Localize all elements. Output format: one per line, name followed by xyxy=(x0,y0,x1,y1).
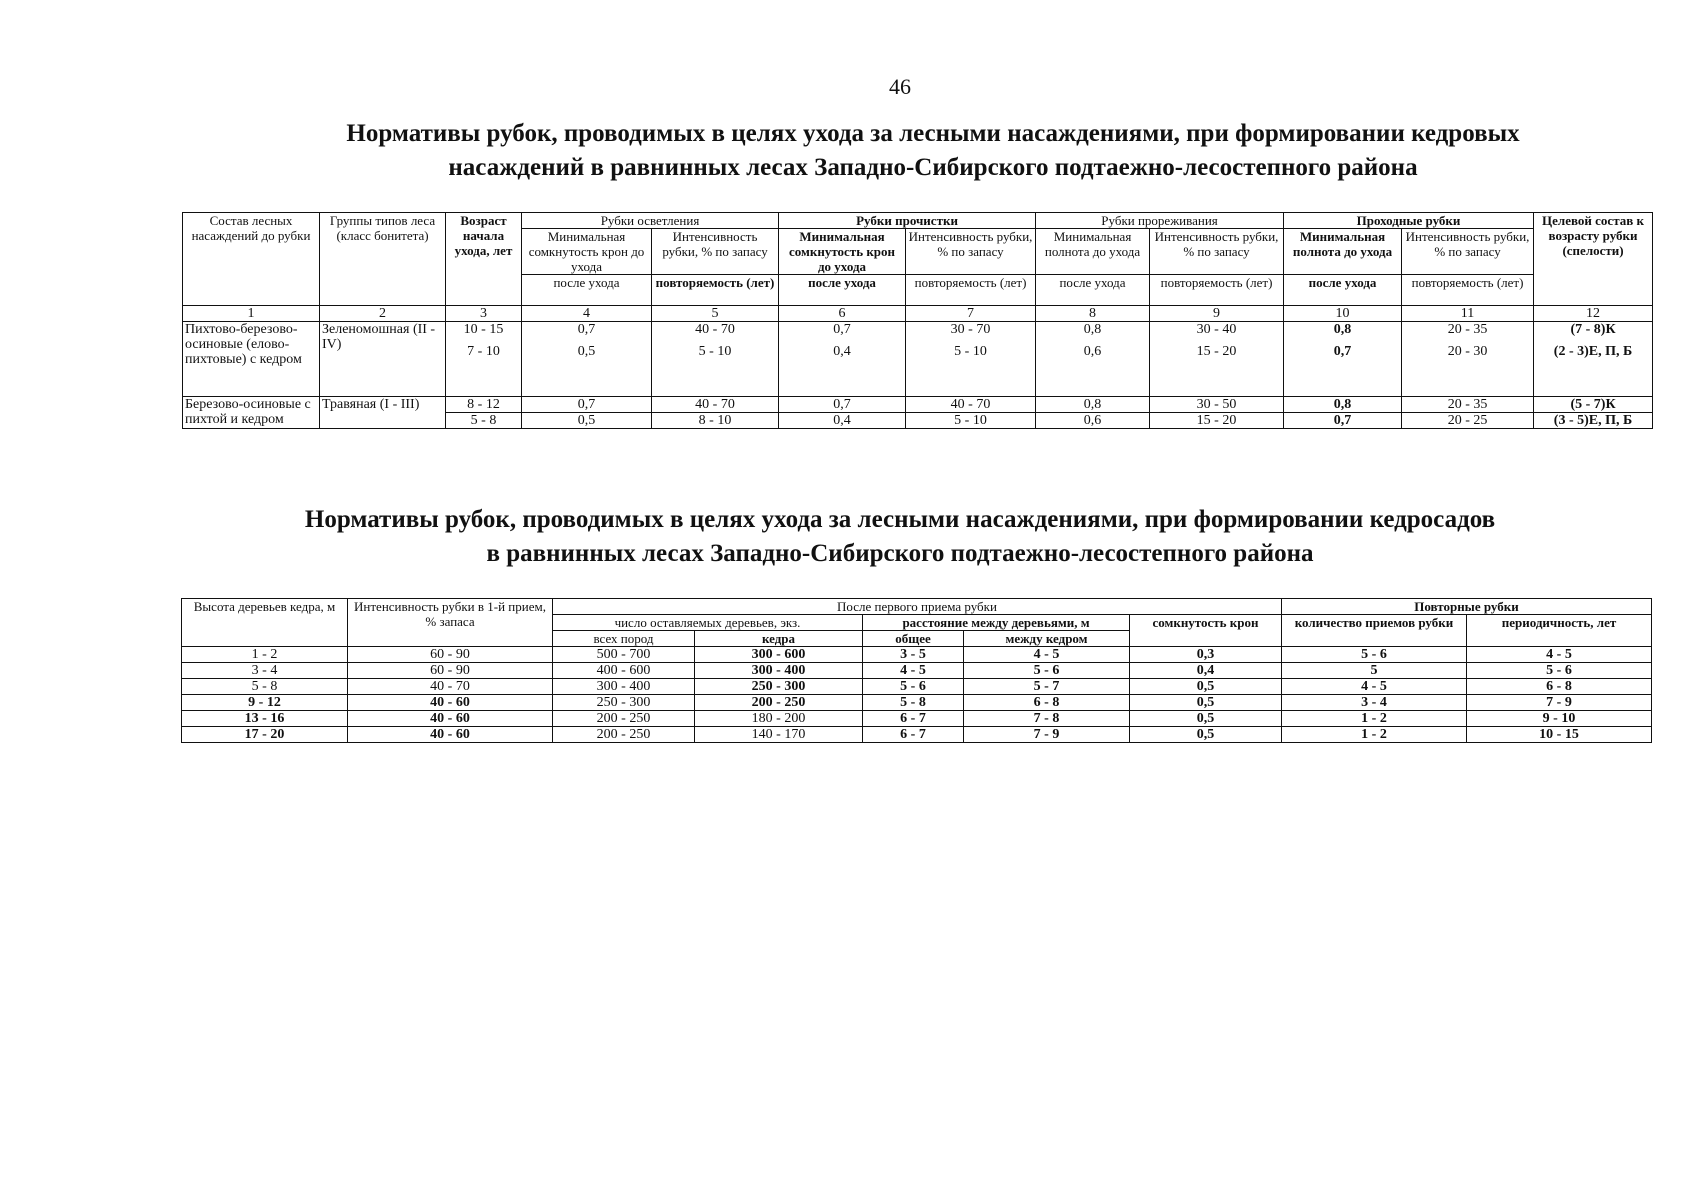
table2-row xyxy=(182,679,1652,695)
cell: 0,7 xyxy=(779,397,906,413)
cell: 0,3 xyxy=(1130,647,1282,663)
subheader-repeat-1: повторяемость (лет) xyxy=(652,275,779,306)
cell: 3 - 5 xyxy=(863,647,964,663)
table2-header-row xyxy=(182,599,1652,615)
header-start-age: Возраст начала ухода, лет xyxy=(446,213,522,306)
cell: 0,7 xyxy=(522,397,652,413)
header-group-thinning: Рубки прореживания xyxy=(1036,213,1284,229)
cell: 6 - 8 xyxy=(964,695,1130,711)
header-first-intensity: Интенсивность рубки в 1-й прием, % запаса xyxy=(348,599,553,647)
cell: 0,7 xyxy=(522,322,652,345)
cell: 0,7 xyxy=(779,322,906,345)
table1-title xyxy=(258,117,1608,185)
cell: 20 - 30 xyxy=(1402,344,1534,397)
cell: 0,8 xyxy=(1284,397,1402,413)
cell: 40 - 60 xyxy=(348,727,553,743)
cell: 20 - 35 xyxy=(1402,322,1534,345)
subheader-intensity-4: Интенсивность рубки, % по запасу xyxy=(1402,229,1534,275)
cell: 40 - 60 xyxy=(348,695,553,711)
subheader-min-canopy-1: Минимальная сомкнутость крон до ухода xyxy=(522,229,652,275)
cell: (5 - 7)К xyxy=(1534,397,1653,413)
col-number: 11 xyxy=(1402,306,1534,322)
cell: 60 - 90 xyxy=(348,663,553,679)
table2-title xyxy=(220,503,1580,571)
subheader-intensity-1: Интенсивность рубки, % по запасу xyxy=(652,229,779,275)
cell: 30 - 40 xyxy=(1150,322,1284,345)
row-composition: Березово-осиновые с пихтой и кедром xyxy=(183,397,320,429)
cell: 1 - 2 xyxy=(1282,727,1467,743)
cell: 500 - 700 xyxy=(553,647,695,663)
col-number: 1 xyxy=(183,306,320,322)
subheader-after-3: после ухода xyxy=(1036,275,1150,306)
col-number: 7 xyxy=(906,306,1036,322)
row-forest-type: Травяная (I - III) xyxy=(320,397,446,429)
subheader-intensity-3: Интенсивность рубки, % по запасу xyxy=(1150,229,1284,275)
table1-row xyxy=(183,322,1653,345)
cell: 0,5 xyxy=(1130,695,1282,711)
table2-cedar-gardens xyxy=(181,598,1652,743)
table2-row xyxy=(182,647,1652,663)
cell: 4 - 5 xyxy=(863,663,964,679)
header-repeat-cuttings: Повторные рубки xyxy=(1282,599,1652,615)
col-number: 4 xyxy=(522,306,652,322)
cell: 5 - 6 xyxy=(1282,647,1467,663)
subheader-min-density-4: Минимальная полнота до ухода xyxy=(1284,229,1402,275)
cell: 5 - 6 xyxy=(1467,663,1652,679)
cell: 200 - 250 xyxy=(695,695,863,711)
page-number: 46 xyxy=(889,74,911,99)
cell: 0,5 xyxy=(1130,727,1282,743)
cell: 7 - 9 xyxy=(1467,695,1652,711)
cell: 6 - 7 xyxy=(863,711,964,727)
col-number: 10 xyxy=(1284,306,1402,322)
cell: 0,8 xyxy=(1284,322,1402,345)
cell: 250 - 300 xyxy=(553,695,695,711)
cell: 30 - 70 xyxy=(906,322,1036,345)
cell: 140 - 170 xyxy=(695,727,863,743)
cell: 40 - 70 xyxy=(652,322,779,345)
cell: 4 - 5 xyxy=(964,647,1130,663)
header-canopy: сомкнутость крон xyxy=(1130,615,1282,647)
cell: 60 - 90 xyxy=(348,647,553,663)
cell: 400 - 600 xyxy=(553,663,695,679)
header-period: периодичность, лет xyxy=(1467,615,1652,647)
subheader-repeat-4: повторяемость (лет) xyxy=(1402,275,1534,306)
cell: 5 - 10 xyxy=(906,413,1036,429)
cell: 15 - 20 xyxy=(1150,344,1284,397)
table1-row xyxy=(183,397,1653,413)
header-after-first: После первого приема рубки xyxy=(553,599,1282,615)
subheader-after-1: после ухода xyxy=(522,275,652,306)
cell: (2 - 3)Е, П, Б xyxy=(1534,344,1653,397)
cell: 4 - 5 xyxy=(1282,679,1467,695)
table1-title-line2: насаждений в равнинных лесах Западно-Сибирского подтаежно-лесостепного района xyxy=(448,154,1418,181)
subheader-intensity-2: Интенсивность рубки, % по запасу xyxy=(906,229,1036,275)
col-number: 6 xyxy=(779,306,906,322)
cell: 0,5 xyxy=(522,344,652,397)
cell: 8 - 10 xyxy=(652,413,779,429)
subheader-after-2: после ухода xyxy=(779,275,906,306)
table1-title-line1: Нормативы рубок, проводимых в целях ухода за лесными насаждениями, при формировании кедровых xyxy=(346,120,1520,147)
table1-header-row xyxy=(183,213,1653,229)
cell: 300 - 400 xyxy=(553,679,695,695)
header-group-cleaning: Рубки осветления xyxy=(522,213,779,229)
cell: 0,7 xyxy=(1284,413,1402,429)
table2-title-line2: в равнинных лесах Западно-Сибирского подтаежно-лесостепного района xyxy=(486,540,1314,567)
subheader-repeat-3: повторяемость (лет) xyxy=(1150,275,1284,306)
cell: 0,4 xyxy=(779,413,906,429)
header-forest-type: Группы типов леса (класс бонитета) xyxy=(320,213,446,306)
table2-row xyxy=(182,695,1652,711)
table1-cedar-stands xyxy=(182,212,1653,429)
cell: 0,7 xyxy=(1284,344,1402,397)
cell: 10 - 15 xyxy=(1467,727,1652,743)
cell: 300 - 400 xyxy=(695,663,863,679)
col-number: 2 xyxy=(320,306,446,322)
table2-title-line1: Нормативы рубок, проводимых в целях ухода за лесными насаждениями, при формировании кедросадов xyxy=(304,506,1496,533)
col-number: 3 xyxy=(446,306,522,322)
cell: 15 - 20 xyxy=(1150,413,1284,429)
cell: 0,4 xyxy=(1130,663,1282,679)
table2-row xyxy=(182,663,1652,679)
cell: 30 - 50 xyxy=(1150,397,1284,413)
col-number: 5 xyxy=(652,306,779,322)
cell: 0,5 xyxy=(1130,711,1282,727)
cell: 1 - 2 xyxy=(182,647,348,663)
cell: 20 - 35 xyxy=(1402,397,1534,413)
cell: 300 - 600 xyxy=(695,647,863,663)
subheader-repeat-2: повторяемость (лет) xyxy=(906,275,1036,306)
cell: 3 - 4 xyxy=(1282,695,1467,711)
cell: 7 - 10 xyxy=(446,344,522,397)
cell: 180 - 200 xyxy=(695,711,863,727)
cell: 9 - 12 xyxy=(182,695,348,711)
cell: 8 - 12 xyxy=(446,397,522,413)
cell: 4 - 5 xyxy=(1467,647,1652,663)
header-target-composition: Целевой состав к возрасту рубки (спелости) xyxy=(1534,213,1653,306)
header-cedar: кедра xyxy=(695,631,863,647)
cell: 3 - 4 xyxy=(182,663,348,679)
cell: 13 - 16 xyxy=(182,711,348,727)
cell: 0,6 xyxy=(1036,413,1150,429)
header-group-clearing: Рубки прочистки xyxy=(779,213,1036,229)
cell: 0,5 xyxy=(1130,679,1282,695)
cell: 6 - 8 xyxy=(1467,679,1652,695)
row-composition: Пихтово-березово-осиновые (елово-пихтовые) с кедром xyxy=(183,322,320,397)
cell: 40 - 70 xyxy=(906,397,1036,413)
header-total: общее xyxy=(863,631,964,647)
cell: 7 - 8 xyxy=(964,711,1130,727)
cell: 250 - 300 xyxy=(695,679,863,695)
col-number: 9 xyxy=(1150,306,1284,322)
cell: 6 - 7 xyxy=(863,727,964,743)
cell: 40 - 60 xyxy=(348,711,553,727)
cell: 5 - 8 xyxy=(446,413,522,429)
cell: 5 - 10 xyxy=(652,344,779,397)
col-number: 12 xyxy=(1534,306,1653,322)
cell: 17 - 20 xyxy=(182,727,348,743)
header-trees-left: число оставляемых деревьев, экз. xyxy=(553,615,863,631)
cell: 200 - 250 xyxy=(553,711,695,727)
header-between-cedar: между кедром xyxy=(964,631,1130,647)
cell: 1 - 2 xyxy=(1282,711,1467,727)
subheader-min-density-3: Минимальная полнота до ухода xyxy=(1036,229,1150,275)
cell: 40 - 70 xyxy=(348,679,553,695)
header-distance: расстояние между деревьями, м xyxy=(863,615,1130,631)
cell: 0,4 xyxy=(779,344,906,397)
header-count: количество приемов рубки xyxy=(1282,615,1467,647)
cell: 0,5 xyxy=(522,413,652,429)
cell: 0,8 xyxy=(1036,322,1150,345)
cell: 10 - 15 xyxy=(446,322,522,345)
header-all-species: всех пород xyxy=(553,631,695,647)
cell: (7 - 8)К xyxy=(1534,322,1653,345)
cell: (3 - 5)Е, П, Б xyxy=(1534,413,1653,429)
cell: 200 - 250 xyxy=(553,727,695,743)
cell: 5 - 8 xyxy=(182,679,348,695)
cell: 5 - 7 xyxy=(964,679,1130,695)
cell: 9 - 10 xyxy=(1467,711,1652,727)
cell: 20 - 25 xyxy=(1402,413,1534,429)
cell: 5 - 8 xyxy=(863,695,964,711)
header-cedar-height: Высота деревьев кедра, м xyxy=(182,599,348,647)
row-forest-type: Зеленомошная (II - IV) xyxy=(320,322,446,397)
cell: 0,6 xyxy=(1036,344,1150,397)
table2-row xyxy=(182,711,1652,727)
header-composition: Состав лесных насаждений до рубки xyxy=(183,213,320,306)
cell: 0,8 xyxy=(1036,397,1150,413)
subheader-after-4: после ухода xyxy=(1284,275,1402,306)
col-number: 8 xyxy=(1036,306,1150,322)
header-group-passing: Проходные рубки xyxy=(1284,213,1534,229)
cell: 5 - 10 xyxy=(906,344,1036,397)
subheader-min-canopy-2: Минимальная сомкнутость крон до ухода xyxy=(779,229,906,275)
cell: 40 - 70 xyxy=(652,397,779,413)
cell: 7 - 9 xyxy=(964,727,1130,743)
cell: 5 - 6 xyxy=(863,679,964,695)
table2-row xyxy=(182,727,1652,743)
cell: 5 xyxy=(1282,663,1467,679)
cell: 5 - 6 xyxy=(964,663,1130,679)
table1-number-row xyxy=(183,306,1653,322)
